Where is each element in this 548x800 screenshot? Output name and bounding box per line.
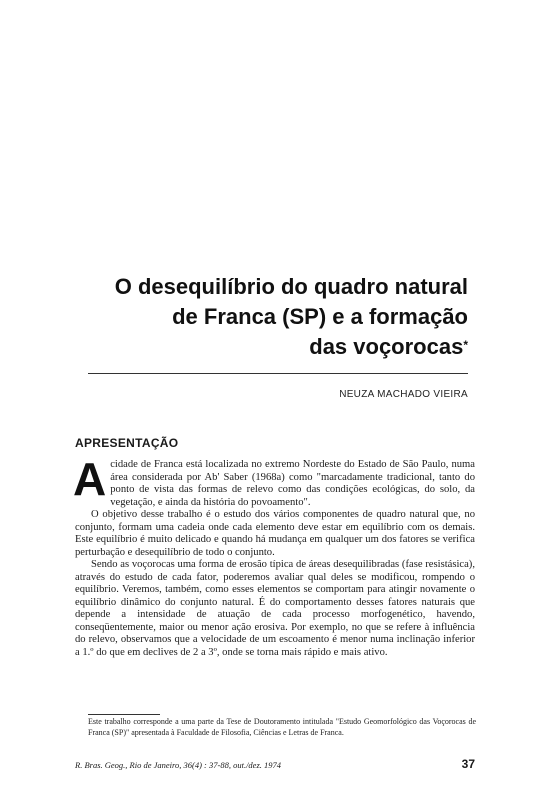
title-line-3-text: das voçorocas — [309, 334, 464, 359]
paragraph-1-text: cidade de Franca está localizada no extremo Nordeste do Estado de São Paulo, numa área considerada por Ab' Saber (1968a) como "marcadamente tradicional, tanto do ponto de vista das formas de relevo como das condições ecológicas, do solo, da vegetação, e ainda da história do povoamento". — [110, 459, 475, 508]
journal-citation: R. Bras. Geog., Rio de Janeiro, 36(4) : 37-88, out./dez. 1974 — [75, 760, 282, 770]
section-heading: APRESENTAÇÃO — [75, 436, 179, 450]
paragraph-3: Sendo as voçorocas uma forma de erosão típica de áreas desequilibradas (fase resistásica), através do estudo de cada fator, poderemos avaliar qual deles se modificou, rompendo o equilíbrio. Veremos, também, como esses elementos se comportam para atingir novamente o equilíbrio dinâmico do conjunto natural. É do comportamento desses fatores naturais que depende a intensidade de atuação de cada processo morfogenético, havendo, conseqüentemente, maior ou menor ação erosiva. Por exemplo, no que se refere à influência do relevo, observamos que a velocidade de um escoamento é menor numa inclinação inferior a 1.º do que em declives de 2 a 3º, onde se torna mais rápido e mais ativo. — [75, 559, 475, 658]
paragraph-2: O objetivo desse trabalho é o estudo dos vários componentes de quadro natural que, no conjunto, formam uma cadeia onde cada elemento deve estar em equilíbrio com os demais. Este equilíbrio é muito delicado e quando há mudança em qualquer um dos fatores se verifica perturbação e desequilíbrio de todo o conjunto. — [75, 509, 475, 558]
page-number: 37 — [461, 757, 475, 771]
body-text — [73, 453, 475, 659]
author-name: NEUZA MACHADO VIEIRA — [339, 389, 468, 400]
article-title — [115, 272, 468, 362]
paragraph-1 — [73, 453, 475, 509]
title-line-2: de Franca (SP) e a formação — [172, 304, 468, 329]
footnote-divider — [88, 714, 160, 715]
title-line-1: O desequilíbrio do quadro natural — [114, 274, 468, 299]
footnote: Este trabalho corresponde a uma parte da Tese de Doutoramento intitulada "Estudo Geomorfológico das Voçorocas de Franca (SP)" apresentada à Faculdade de Filosofia, Ciências e Letras de Franca. — [88, 717, 476, 737]
title-divider — [88, 373, 468, 374]
title-line-3 — [115, 332, 468, 362]
title-footnote-mark: * — [463, 338, 468, 352]
drop-cap: A — [73, 453, 107, 505]
